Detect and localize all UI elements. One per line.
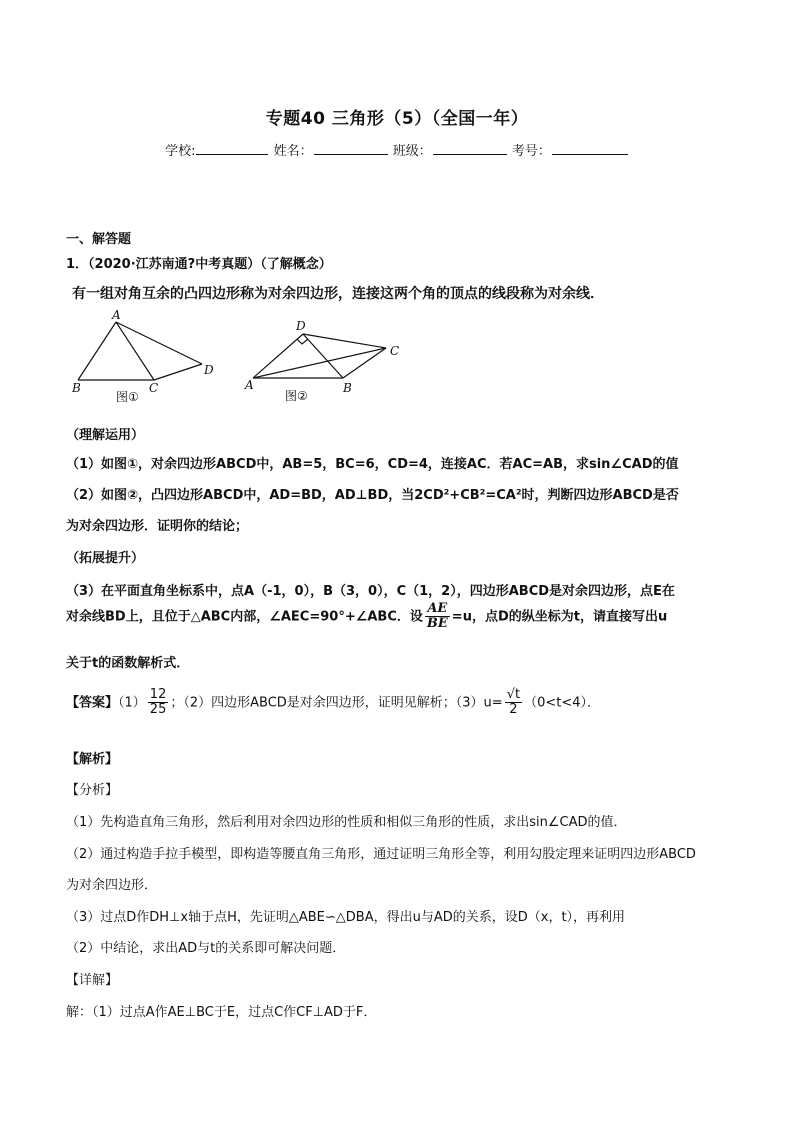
fraction-denominator: BE (426, 616, 448, 632)
figure-2 (240, 315, 410, 407)
ae-over-be-fraction (425, 602, 450, 632)
class-label: 班级： (392, 144, 432, 159)
figure-1 (66, 308, 226, 408)
answer-part3-numerator: √t (506, 687, 521, 702)
p3-text-a: 对余线BD上，且位于△ABC内部，∠AEC=90°+∠ABC．设 (66, 609, 423, 625)
definition-text: 有一组对角互余的凸四边形称为对余四边形，连接这两个角的顶点的线段称为对余线． (72, 286, 604, 302)
answer-part3-fraction (505, 688, 522, 718)
answer-part3-denominator: 2 (509, 702, 518, 718)
fig2-label-c: C (390, 344, 400, 358)
expand-heading: （拓展提升） (66, 551, 145, 566)
analysis-line-1: （1）先构造直角三角形，然后利用对余四边形的性质和相似三角形的性质，求出sin∠CAD的值． (66, 815, 627, 830)
answer-part1-numerator: 12 (149, 687, 167, 702)
problem-part-1: （1）如图①，对余四边形ABCD中，AB=5，BC=6，CD=4，连接AC．若AC=AB，求sin∠CAD的值 (66, 457, 679, 472)
fig2-label-a: A (245, 378, 254, 392)
answer-part2: ；（2）四边形ABCD是对余四边形，证明见解析；（3）u= (170, 695, 503, 711)
problem-part-2-line-1: （2）如图②，凸四边形ABCD中，AD=BD，AD⊥BD，当2CD²+CB²=CA²时，判断四边形ABCD是否 (66, 488, 679, 503)
student-info-line (0, 140, 794, 159)
understand-heading: （理解运用） (66, 428, 145, 443)
fig2-label-b: B (343, 381, 352, 395)
answer-part3-range: （0<t<4）． (524, 695, 601, 711)
fig2-label-d: D (296, 319, 306, 333)
analysis-label: 【解析】 (66, 752, 119, 767)
analysis-line-3b: （2）中结论，求出AD与t的关系即可解决问题． (66, 941, 346, 956)
answer-part1-fraction (148, 688, 169, 718)
exam-no-blank (552, 141, 628, 155)
p3-text-b: =u，点D的纵坐标为t，请直接写出u (451, 609, 668, 625)
section-heading: 一、解答题 (66, 232, 132, 247)
detail-line-1: 解：（1）过点A作AE⊥BC于E，过点C作CF⊥AD于F． (66, 1005, 377, 1020)
fig1-caption: 图① (116, 390, 139, 404)
analysis-line-2b: 为对余四边形． (66, 878, 158, 893)
analysis-line-3a: （3）过点D作DH⊥x轴于点H，先证明△ABE∽△DBA，得出u与AD的关系，设D（x，t），再利用 (66, 910, 626, 925)
problem-part-3-line-1: （3）在平面直角坐标系中，点A（-1，0），B（3，0），C（1，2），四边形ABCD是对余四边形，点E在 (66, 584, 675, 599)
page-title: 专题40 三角形（5）（全国一年） (265, 109, 529, 129)
class-blank (433, 141, 507, 155)
fig1-label-d: D (204, 363, 214, 377)
fig1-label-a: A (112, 308, 121, 322)
name-label: 姓名： (273, 144, 313, 159)
fraction-numerator: AE (425, 602, 450, 617)
detail-label: 【详解】 (66, 973, 119, 988)
problem-part-3-line-3: 关于t的函数解析式． (66, 656, 190, 671)
fig2-caption: 图② (285, 389, 308, 403)
name-blank (314, 141, 388, 155)
school-label: 学校: (165, 144, 196, 159)
answer-label: 【答案】 (66, 695, 119, 711)
problem-part-2-line-2: 为对余四边形．证明你的结论； (66, 519, 249, 534)
answer-part1-denominator: 25 (149, 702, 167, 718)
question-number-source: 1．（2020·江苏南通?中考真题）（了解概念） (66, 257, 332, 272)
fig1-label-c: C (149, 381, 159, 395)
answer-line (66, 688, 600, 718)
exam-no-label: 考号： (511, 144, 551, 159)
analysis-sub-label: 【分析】 (66, 783, 119, 798)
answer-part1-prefix: （1） (118, 695, 146, 711)
school-blank (196, 141, 268, 155)
problem-part-3-line-2 (66, 602, 667, 632)
fig1-label-b: B (72, 381, 81, 395)
analysis-line-2a: （2）通过构造手拉手模型，即构造等腰直角三角形，通过证明三角形全等，利用勾股定理来证明四边形ABCD (66, 847, 696, 862)
